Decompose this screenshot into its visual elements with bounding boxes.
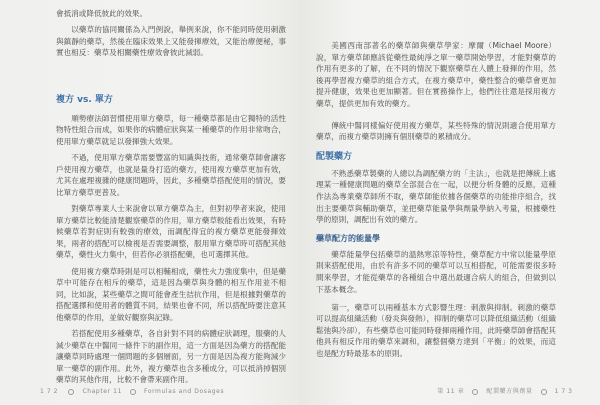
page-number: 173	[554, 388, 575, 395]
body-paragraph: 美國西南部著名的藥草師與藥草學家：摩爾（Michael Moore）說，單方藥草師應該從藥性最純淨之單一藥草開始學習，才能對藥草的作用有更多的了解，在不同的情況下觀察藥草在人體上發揮的作用，然後再學習複方藥草的組合方式，在複方藥草中，藥性整合的藥草會更加提升健康，效果也更加顯著。但在實務操作上，他們往往還是採用複方藥草，提供更加有效的藥方。	[316, 41, 556, 108]
body-paragraph: 藥草能量學包括藥草的溫熱寒涼等特性，藥草配方中常以能量學原則來搭配使用，由於有許多不同的藥草可以互相搭配，可能需要很多時間來學習，才能從藥草的各種組合中選出最適合病人的組合，但做到以下基本概念。	[316, 249, 556, 294]
footer-chapter: 第 11 章	[437, 388, 465, 395]
body-paragraph: 對藥草專業人士來說會以單方藥草為主，但對初學者來說，使用單方藥草比較能清楚觀察藥草的作用，單方藥草較能看出效果，有時候藥草若對症則有較強的療效，而調配得宜的複方藥草更能發揮效果，兩者的搭配可以檢視是否需要調整，服用單方藥草時可搭配其他藥草，藥性火力集中，但若你必須搭配藥，也可選擇其他。	[56, 204, 286, 260]
footer-separator	[541, 389, 547, 395]
body-paragraph: 不熟悉藥草製藥的人總以為調配藥方的「主法」，也就是把傳統上處理某一種健康問題的藥草全部混合在一起，以便分析身體的反應，這種作法為專業藥草師所不取，藥草師能依據各個藥草的功能排序組合，找出主要藥草與輔助藥草，並把藥草能量學與劑量學納入考量，根據藥性學的原則，調配出有效的藥方。	[316, 168, 556, 225]
subheading-formula-energetics: 藥草配方的能量學	[316, 233, 380, 243]
right-page-footer	[437, 387, 575, 396]
body-paragraph: 順勢療法師習慣使用單方藥草，每一種藥草都是由它獨特的活性物特性組合而成，如果你的病體症狀與某一種藥草的作用非常吻合，使用單方藥草就足以發揮強大效果。	[56, 113, 286, 147]
footer-chapter-title: Formulas and Dosages	[143, 388, 225, 395]
right-text-column	[316, 40, 556, 360]
body-paragraph: 第一，藥草可以兩種基本方式影響生理：刺激與抑制。刺激的藥草可以提高組織活動（發炎與發熱），抑制的藥草可以降低組織活動（組織鬆弛與冷卻），有些藥草也可能同時發揮兩種作用，此時藥草師會搭配其他具有相反作用的藥草來調和，讓整個藥方達到「平衡」的效果，而這也是配方時最基本的原則。	[316, 302, 556, 358]
body-paragraph: 傳統中醫同樣偏好使用複方藥草，某些特殊的情況則適合使用單方藥草，而複方藥草則擁有個別藥草的累積成分。	[316, 120, 556, 142]
footer-separator	[68, 389, 74, 395]
body-paragraph: 使用複方藥草時則是可以相輔相成，藥性火力強度集中，但是藥草中可能存在相斥的藥草，這是因為藥草與身體的相互作用並不相同，比如說，某些藥草之間可能會產生拮抗作用，但是根據對藥草的搭配選擇和使用者的體質不同，結果也會不同，所以搭配時要注意其他藥草的作用，並做好觀察與記錄。	[56, 266, 286, 322]
left-page-footer	[40, 387, 224, 396]
footer-separator	[130, 389, 136, 395]
left-text-column	[56, 8, 286, 386]
footer-separator	[472, 389, 478, 395]
footer-chapter-title: 配製藥方與劑量	[486, 388, 533, 395]
section-heading-formulation: 配製藥方	[316, 151, 353, 162]
footer-chapter: Chapter 11	[82, 388, 122, 395]
continuation-text: 會抵消或降低彼此的效果。	[56, 9, 148, 18]
page-number: 172	[40, 388, 61, 395]
right-page	[300, 0, 600, 405]
body-paragraph: 不過，使用單方藥草需要豐富的知識與技術，通常藥草師會讓客戶使用複方藥草，也就是量身打造的藥方，使用複方藥草更加有效，尤其在處理複雜的健康問題時，因此，多種藥草搭配使用的情況，要比單方藥草更普及。	[56, 153, 286, 197]
section-heading-formula-vs-single: 複方 vs. 單方	[56, 94, 113, 105]
body-paragraph: 若搭配使用多種藥草，各自針對不同的病體症狀調理，服藥的人減少藥草在中醫同一條件下的副作用，這一方面是因為藥方的搭配能讓藥草同時處理一個問題的多個層面，另一方面是因為複方能夠減少單一藥草的副作用。此外，複方藥草也含多種成分，可以抵消掉個別藥草的其他作用，比較不會帶來副作用。	[56, 328, 286, 385]
body-paragraph: 以藥草的協同關係為入門例說，舉例來說，你不能同時使用刺激與鎮靜的藥草，然後在臨床效果上又能發揮療效，又能治療便秘，事實也相反：藥草及相關藥性療效會彼此減弱。	[56, 25, 286, 58]
